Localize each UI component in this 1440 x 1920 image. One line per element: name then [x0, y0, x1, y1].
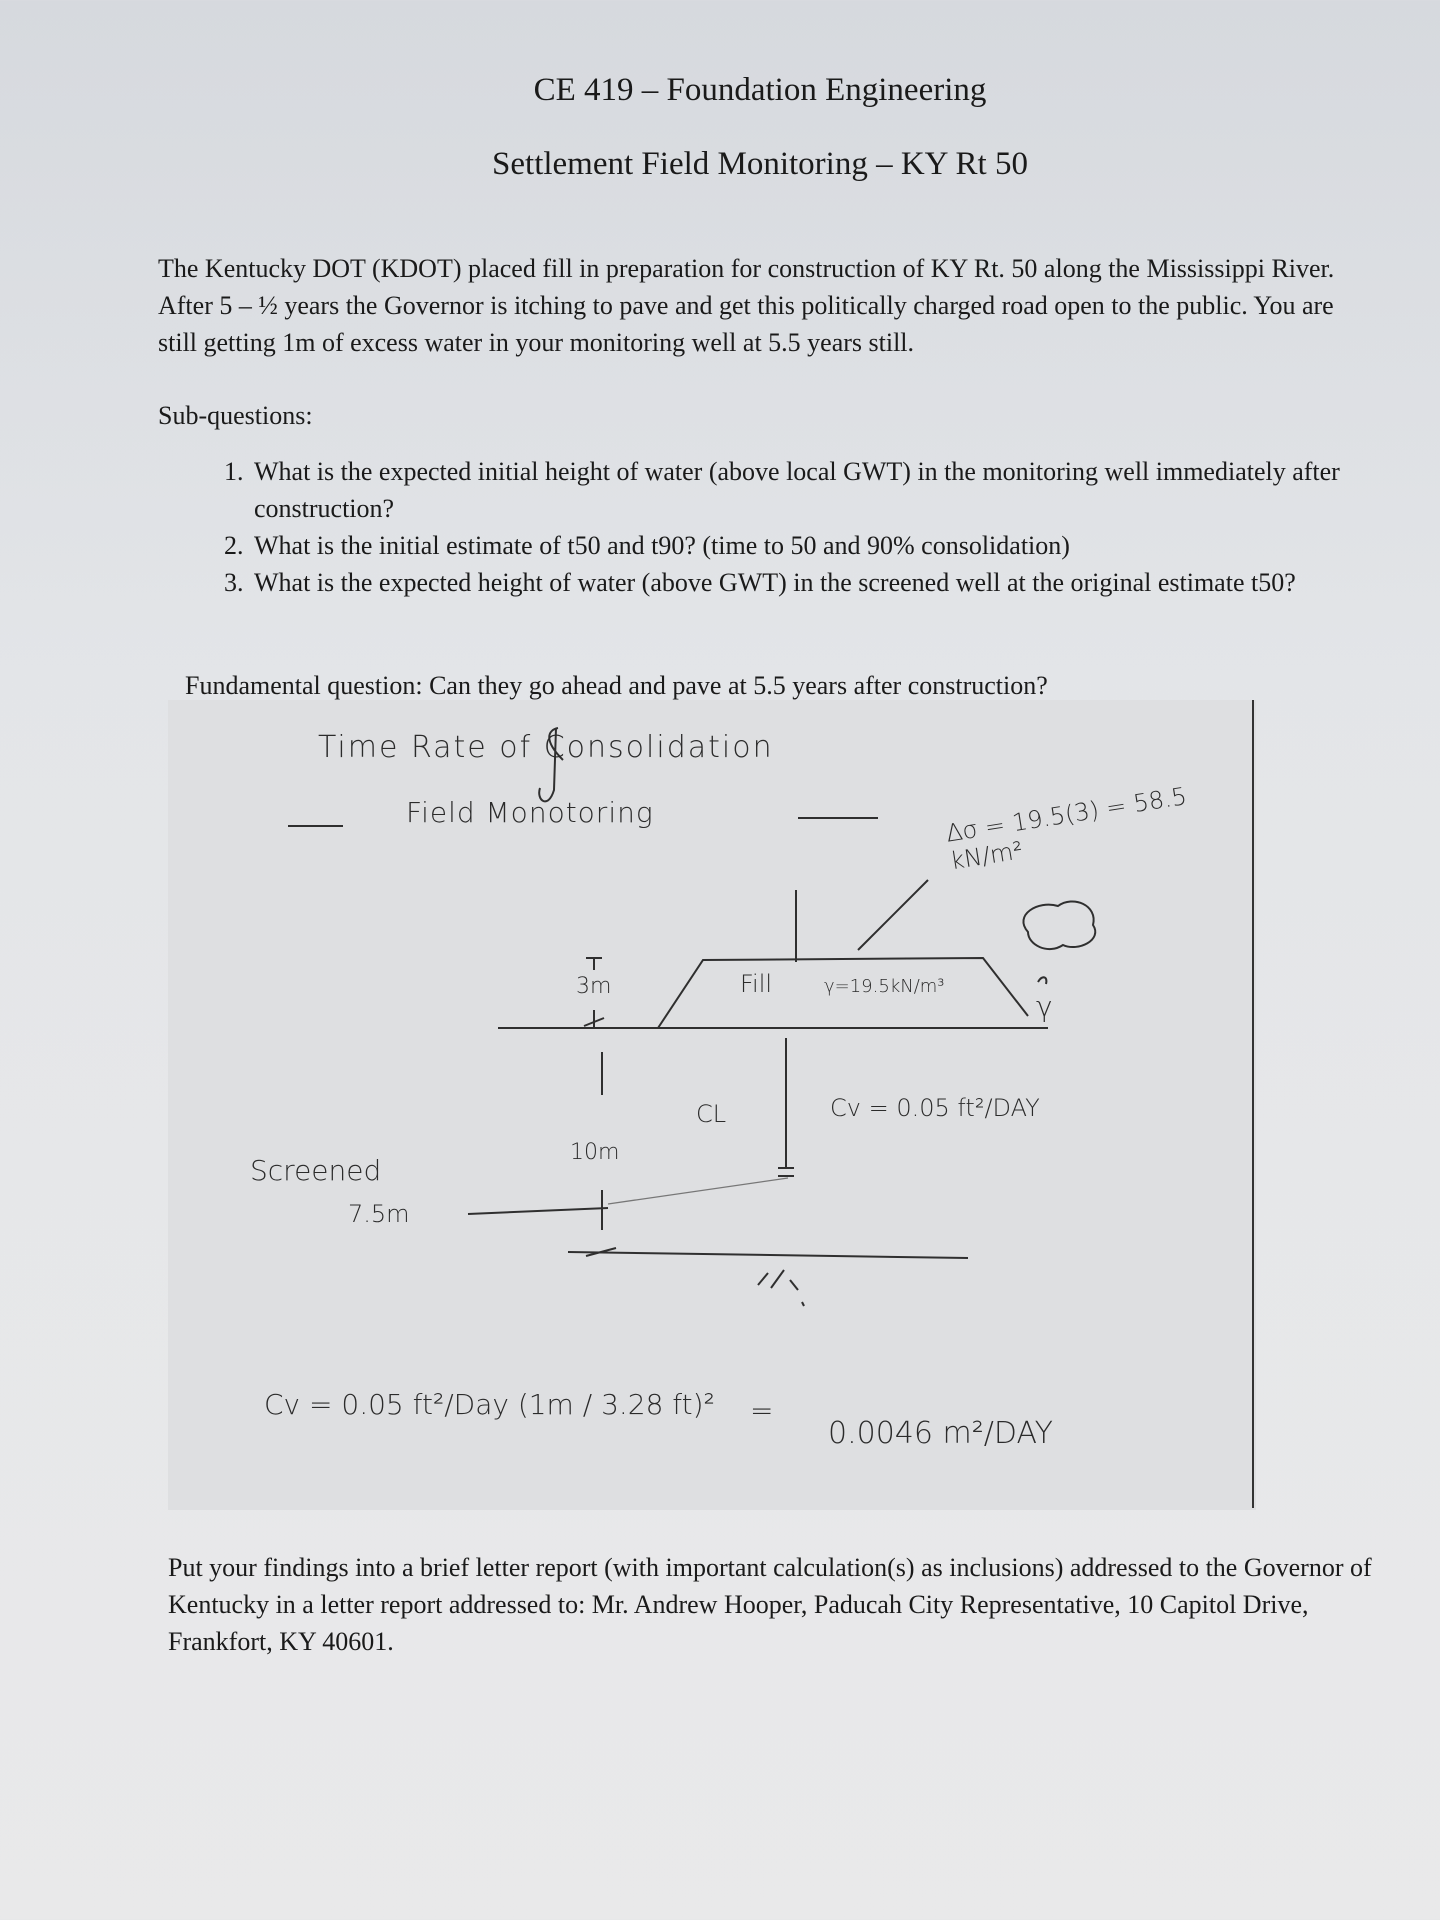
doodle-cloud: [1023, 901, 1095, 949]
subquestions-label: Sub-questions:: [158, 401, 313, 430]
screened-leader: [468, 1208, 608, 1214]
leader-line: [858, 880, 928, 950]
cv-given: Cv = 0.05 ft²/DAY: [830, 1094, 1040, 1122]
subquestion-3: 3. What is the expected height of water (above GWT) in the screened well at the original estimate t50?: [250, 564, 1400, 601]
subquestion-list: [198, 453, 1400, 601]
centerline-label: CL: [696, 1100, 727, 1128]
cv-result: 0.0046 m²/DAY: [828, 1416, 1053, 1451]
problem-statement: The Kentucky DOT (KDOT) placed fill in preparation for construction of KY Rt. 50 along the Mississippi River. After 5 – ½ years the Governor is itching to pave and get this politically charged road open to the public. You are still getting 1m of excess water in your monitoring well at 5.5 years still.: [158, 254, 1335, 357]
handwritten-sketch: [168, 700, 1256, 1510]
cv-equals: =: [750, 1394, 774, 1427]
fill-height-label: 3m: [576, 974, 612, 999]
fundamental-question: Fundamental question: Can they go ahead and pave at 5.5 years after construction?: [185, 671, 1048, 700]
sketch-right-border: [1252, 700, 1254, 1508]
sketch-heading-line1: Time Rate of Consolidation: [318, 730, 774, 765]
closing-instructions: Put your findings into a brief letter report (with important calculation(s) as inclusions) addressed to the Governor of Kentucky in a letter report addressed to: Mr. Andrew Hooper, Paducah City Representative, 10 Capitol Drive, Frankfort, KY 40601.: [168, 1553, 1372, 1656]
clay-thickness-label: 10m: [570, 1140, 620, 1165]
screened-label: Screened: [250, 1154, 382, 1187]
assignment-title: Settlement Field Monitoring – KY Rt 50: [492, 146, 1028, 182]
gamma-symbol: γ: [1036, 990, 1053, 1023]
unit-weight-label: γ=19.5kN/m³: [824, 976, 945, 997]
delta-sigma-calc: Δσ = 19.5(3) = 58.5 kN/m²: [944, 781, 1189, 876]
course-title: CE 419 – Foundation Engineering: [533, 72, 987, 108]
subquestion-2: 2. What is the initial estimate of t50 and t90? (time to 50 and 90% consolidation): [250, 527, 1400, 564]
cv-conversion: Cv = 0.05 ft²/Day (1m / 3.28 ft)²: [264, 1388, 715, 1421]
fill-label: Fill: [740, 970, 773, 998]
subquestion-1: 1. What is the expected initial height of water (above local GWT) in the monitoring well immediately after construction?: [250, 453, 1400, 527]
screened-depth: 7.5m: [348, 1200, 410, 1228]
clay-bottom-line: [568, 1252, 968, 1258]
sketch-heading-line2: Field Monotoring: [406, 796, 654, 829]
